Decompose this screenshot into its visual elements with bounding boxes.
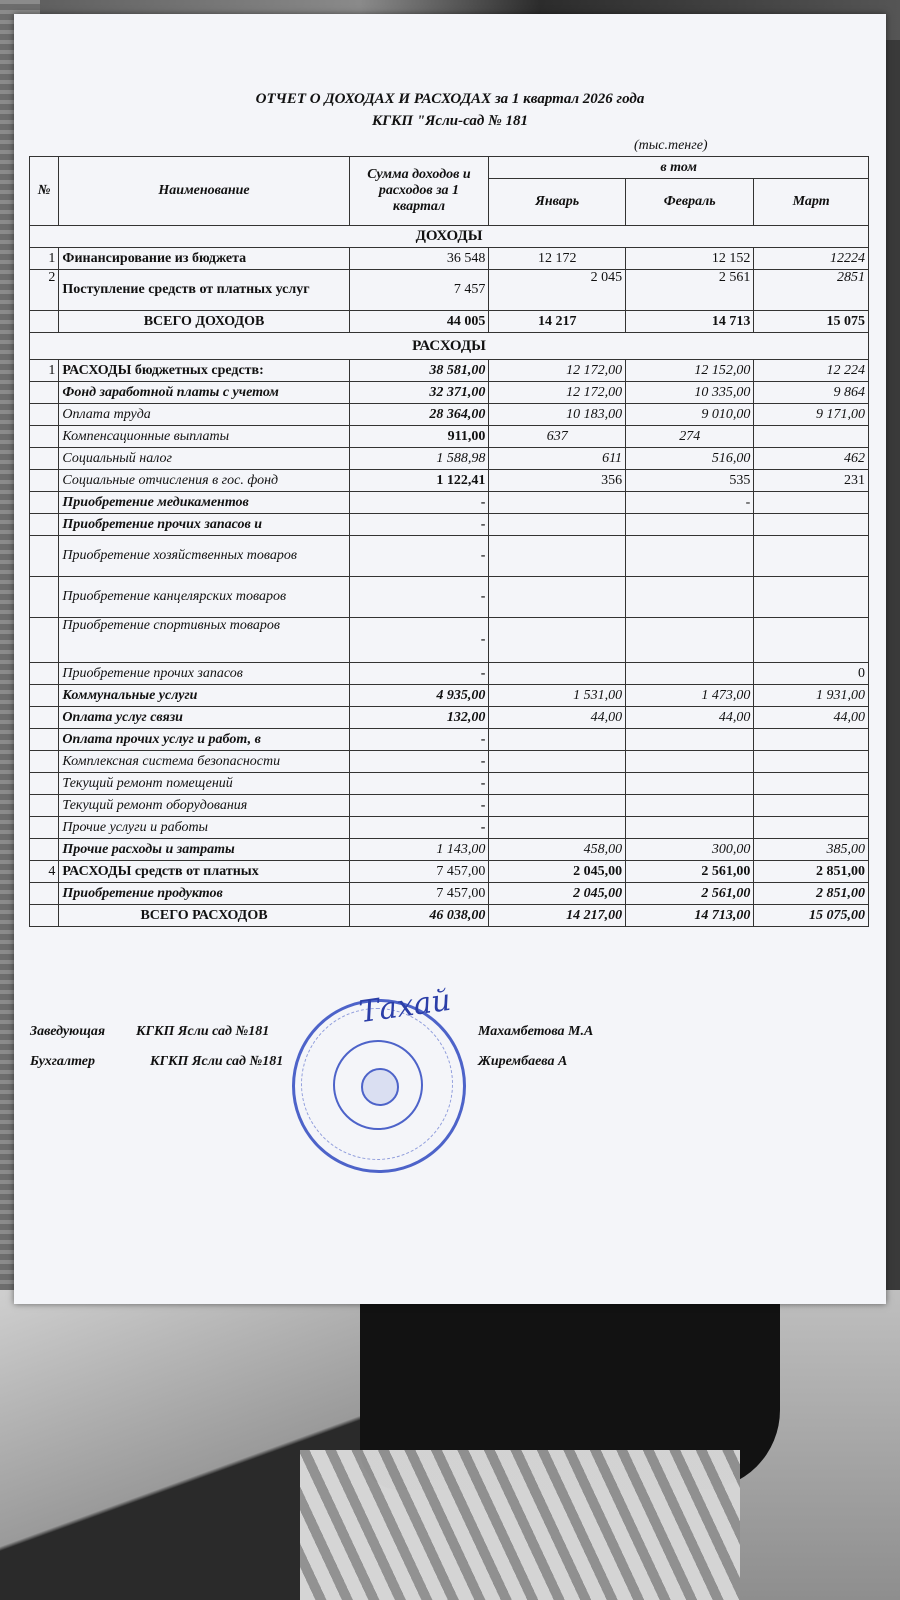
row-name: Социальный налог xyxy=(59,448,349,470)
row-february xyxy=(626,618,754,663)
row-name: Оплата труда xyxy=(59,404,349,426)
accountant-role: Бухгалтер xyxy=(30,1054,96,1069)
income-total-february: 14 713 xyxy=(626,311,754,333)
row-total: 4 935,00 xyxy=(349,685,489,707)
row-total: - xyxy=(349,492,489,514)
row-total: 7 457,00 xyxy=(349,883,489,905)
row-total: 7 457 xyxy=(349,270,489,311)
row-january: 12 172 xyxy=(489,248,626,270)
row-number: 1 xyxy=(30,248,59,270)
table-row xyxy=(30,536,869,577)
expenses-total-january: 14 217,00 xyxy=(489,905,626,927)
table-row xyxy=(30,248,869,270)
row-total: 911,00 xyxy=(349,426,489,448)
row-name: Приобретение продуктов xyxy=(59,883,349,905)
row-january xyxy=(489,577,626,618)
row-number xyxy=(30,448,59,470)
table-row xyxy=(30,426,869,448)
units-label: (тыс.тенге) xyxy=(634,138,708,153)
row-name: Оплата прочих услуг и работ, в xyxy=(59,729,349,751)
row-total: 1 588,98 xyxy=(349,448,489,470)
row-march xyxy=(754,795,869,817)
table-row xyxy=(30,685,869,707)
row-total: - xyxy=(349,577,489,618)
row-february xyxy=(626,751,754,773)
row-february xyxy=(626,773,754,795)
accountant-name: Жирембаева А xyxy=(478,1054,568,1069)
row-february: 2 561,00 xyxy=(626,861,754,883)
table-row xyxy=(30,270,869,311)
row-name: РАСХОДЫ средств от платных xyxy=(59,861,349,883)
section-expenses-label: РАСХОДЫ xyxy=(30,333,869,360)
row-march: 9 864 xyxy=(754,382,869,404)
row-total: - xyxy=(349,514,489,536)
row-number xyxy=(30,577,59,618)
row-january xyxy=(489,729,626,751)
row-name: Поступление средств от платных услуг xyxy=(59,270,349,311)
table-row xyxy=(30,729,869,751)
row-february: 12 152 xyxy=(626,248,754,270)
row-january xyxy=(489,773,626,795)
row-february xyxy=(626,577,754,618)
col-header-months-group: в том xyxy=(489,157,869,179)
row-total: 28 364,00 xyxy=(349,404,489,426)
income-total-january: 14 217 xyxy=(489,311,626,333)
row-january: 12 172,00 xyxy=(489,360,626,382)
row-january xyxy=(489,795,626,817)
row-january xyxy=(489,663,626,685)
table-row xyxy=(30,448,869,470)
table-row xyxy=(30,382,869,404)
table-row xyxy=(30,470,869,492)
row-january: 611 xyxy=(489,448,626,470)
table-row xyxy=(30,514,869,536)
report-subtitle: КГКП "Ясли-сад № 181 xyxy=(371,113,529,129)
row-february: 1 473,00 xyxy=(626,685,754,707)
row-march: 12 224 xyxy=(754,360,869,382)
row-number-empty xyxy=(30,311,59,333)
row-january: 44,00 xyxy=(489,707,626,729)
row-january: 458,00 xyxy=(489,839,626,861)
table-row xyxy=(30,577,869,618)
row-name: Приобретение медикаментов xyxy=(59,492,349,514)
accountant-organization: КГКП Ясли сад №181 xyxy=(150,1054,284,1069)
table-row xyxy=(30,663,869,685)
col-header-total: Сумма доходов и расходов за 1 квартал xyxy=(349,157,489,226)
row-number xyxy=(30,618,59,663)
row-number xyxy=(30,707,59,729)
report-title-block xyxy=(14,88,886,132)
col-header-number: № xyxy=(30,157,59,226)
row-march xyxy=(754,773,869,795)
row-january: 2 045,00 xyxy=(489,861,626,883)
row-february: 274 xyxy=(626,426,754,448)
row-february: 10 335,00 xyxy=(626,382,754,404)
row-total: - xyxy=(349,663,489,685)
row-total: 1 143,00 xyxy=(349,839,489,861)
report-table xyxy=(29,156,869,927)
row-january xyxy=(489,618,626,663)
row-number: 4 xyxy=(30,861,59,883)
row-number xyxy=(30,817,59,839)
row-number xyxy=(30,536,59,577)
row-january xyxy=(489,492,626,514)
row-january: 10 183,00 xyxy=(489,404,626,426)
row-february: 516,00 xyxy=(626,448,754,470)
row-february: 44,00 xyxy=(626,707,754,729)
row-february xyxy=(626,663,754,685)
head-organization: КГКП Ясли сад №181 xyxy=(136,1024,270,1039)
row-number xyxy=(30,470,59,492)
table-row xyxy=(30,360,869,382)
row-number xyxy=(30,729,59,751)
row-total: - xyxy=(349,817,489,839)
row-number xyxy=(30,382,59,404)
row-number xyxy=(30,663,59,685)
row-name: Социальные отчисления в гос. фонд xyxy=(59,470,349,492)
row-name: Комплексная система безопасности xyxy=(59,751,349,773)
row-total: - xyxy=(349,773,489,795)
row-total: 1 122,41 xyxy=(349,470,489,492)
head-name: Махамбетова М.А xyxy=(478,1024,594,1039)
row-name: РАСХОДЫ бюджетных средств: xyxy=(59,360,349,382)
row-january: 637 xyxy=(489,426,626,448)
table-row xyxy=(30,795,869,817)
table-row xyxy=(30,751,869,773)
row-number xyxy=(30,839,59,861)
row-name: Приобретение хозяйственных товаров xyxy=(59,536,349,577)
table-row xyxy=(30,773,869,795)
row-february xyxy=(626,817,754,839)
seal-inner-ring xyxy=(333,1040,423,1130)
row-february: 535 xyxy=(626,470,754,492)
head-role: Заведующая xyxy=(30,1024,106,1039)
row-march xyxy=(754,492,869,514)
row-january xyxy=(489,514,626,536)
row-name: Текущий ремонт помещений xyxy=(59,773,349,795)
table-row xyxy=(30,839,869,861)
table-row xyxy=(30,618,869,663)
row-number xyxy=(30,773,59,795)
table-row xyxy=(30,817,869,839)
row-january xyxy=(489,751,626,773)
col-header-name: Наименование xyxy=(59,157,349,226)
expenses-total-february: 14 713,00 xyxy=(626,905,754,927)
handwritten-signature: Тахай xyxy=(357,982,454,1031)
row-name: Финансирование из бюджета xyxy=(59,248,349,270)
row-total: - xyxy=(349,729,489,751)
table-row xyxy=(30,707,869,729)
row-name: Фонд заработной платы с учетом xyxy=(59,382,349,404)
row-total: - xyxy=(349,618,489,663)
expenses-total-value: 46 038,00 xyxy=(349,905,489,927)
row-february: 300,00 xyxy=(626,839,754,861)
row-total: - xyxy=(349,795,489,817)
row-march xyxy=(754,618,869,663)
income-total-value: 44 005 xyxy=(349,311,489,333)
row-march: 9 171,00 xyxy=(754,404,869,426)
row-march xyxy=(754,426,869,448)
row-total: 32 371,00 xyxy=(349,382,489,404)
row-march xyxy=(754,729,869,751)
report-paper xyxy=(14,14,886,1304)
row-number xyxy=(30,751,59,773)
row-february xyxy=(626,536,754,577)
row-january: 356 xyxy=(489,470,626,492)
row-january: 1 531,00 xyxy=(489,685,626,707)
row-total: 132,00 xyxy=(349,707,489,729)
row-march xyxy=(754,751,869,773)
seal-emblem xyxy=(361,1068,399,1106)
row-number xyxy=(30,492,59,514)
col-header-february: Февраль xyxy=(626,179,754,226)
row-name: Текущий ремонт оборудования xyxy=(59,795,349,817)
income-total-march: 15 075 xyxy=(754,311,869,333)
photo-background-bottom xyxy=(0,1290,900,1600)
row-february: 9 010,00 xyxy=(626,404,754,426)
section-income-label: ДОХОДЫ xyxy=(30,226,869,248)
row-february: 12 152,00 xyxy=(626,360,754,382)
expenses-total-label: ВСЕГО РАСХОДОВ xyxy=(59,905,349,927)
row-march: 1 931,00 xyxy=(754,685,869,707)
table-row xyxy=(30,404,869,426)
row-name: Коммунальные услуги xyxy=(59,685,349,707)
col-header-january: Январь xyxy=(489,179,626,226)
row-february: 2 561 xyxy=(626,270,754,311)
expenses-total-row xyxy=(30,905,869,927)
row-january xyxy=(489,817,626,839)
row-march: 462 xyxy=(754,448,869,470)
row-number xyxy=(30,685,59,707)
expenses-total-march: 15 075,00 xyxy=(754,905,869,927)
row-march: 0 xyxy=(754,663,869,685)
row-february xyxy=(626,729,754,751)
row-february xyxy=(626,795,754,817)
row-march: 385,00 xyxy=(754,839,869,861)
table-row xyxy=(30,492,869,514)
row-march: 12224 xyxy=(754,248,869,270)
table-row xyxy=(30,861,869,883)
row-number xyxy=(30,883,59,905)
row-name: Приобретение прочих запасов xyxy=(59,663,349,685)
row-number xyxy=(30,426,59,448)
row-march: 2851 xyxy=(754,270,869,311)
row-name: Компенсационные выплаты xyxy=(59,426,349,448)
photo-striped-cloth xyxy=(300,1450,740,1600)
row-total: 38 581,00 xyxy=(349,360,489,382)
row-number: 1 xyxy=(30,360,59,382)
col-header-march: Март xyxy=(754,179,869,226)
row-march: 2 851,00 xyxy=(754,883,869,905)
row-total: - xyxy=(349,751,489,773)
income-total-label: ВСЕГО ДОХОДОВ xyxy=(59,311,349,333)
row-march xyxy=(754,514,869,536)
row-number: 2 xyxy=(30,270,59,311)
row-name: Прочие услуги и работы xyxy=(59,817,349,839)
row-march xyxy=(754,536,869,577)
row-march xyxy=(754,577,869,618)
row-name: Приобретение прочих запасов и xyxy=(59,514,349,536)
row-number-empty xyxy=(30,905,59,927)
row-march xyxy=(754,817,869,839)
row-january: 12 172,00 xyxy=(489,382,626,404)
row-january xyxy=(489,536,626,577)
row-march: 2 851,00 xyxy=(754,861,869,883)
row-february xyxy=(626,514,754,536)
income-total-row xyxy=(30,311,869,333)
row-total: 7 457,00 xyxy=(349,861,489,883)
row-march: 44,00 xyxy=(754,707,869,729)
expenses-body xyxy=(30,360,869,905)
row-number xyxy=(30,404,59,426)
row-name: Прочие расходы и затраты xyxy=(59,839,349,861)
row-january: 2 045,00 xyxy=(489,883,626,905)
row-march: 231 xyxy=(754,470,869,492)
row-total: - xyxy=(349,536,489,577)
row-name: Оплата услуг связи xyxy=(59,707,349,729)
row-name: Приобретение канцелярских товаров xyxy=(59,577,349,618)
table-row xyxy=(30,883,869,905)
row-january: 2 045 xyxy=(489,270,626,311)
row-total: 36 548 xyxy=(349,248,489,270)
row-name: Приобретение спортивных товаров xyxy=(59,618,349,663)
row-number xyxy=(30,795,59,817)
row-february: - xyxy=(626,492,754,514)
report-title: ОТЧЕТ О ДОХОДАХ И РАСХОДАХ за 1 квартал 2026 года xyxy=(255,91,645,107)
row-february: 2 561,00 xyxy=(626,883,754,905)
row-number xyxy=(30,514,59,536)
